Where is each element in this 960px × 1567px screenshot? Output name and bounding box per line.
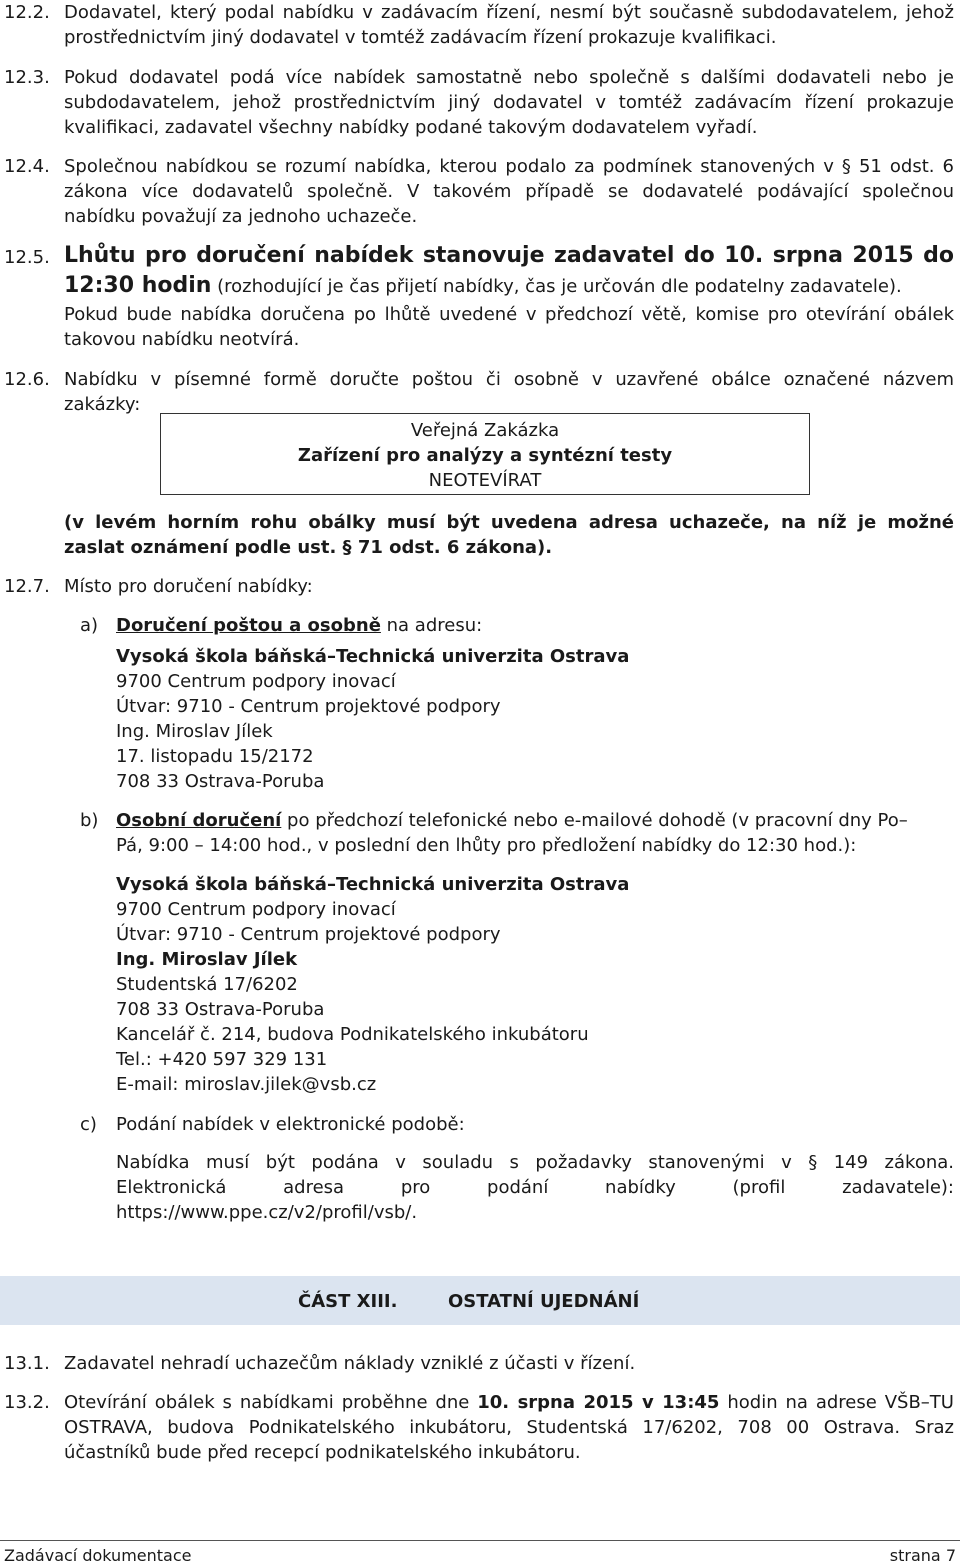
address-line: E-mail: miroslav.jilek@vsb.cz: [116, 1074, 377, 1095]
address-line: 9700 Centrum podpory inovací: [116, 899, 396, 920]
paragraph-line: [64, 1390, 954, 1415]
paragraph-line: OSTRAVA, budova Podnikatelského inkubátoru, Studentská 17/6202, 708 00 Ostrava. Sraz: [64, 1417, 954, 1438]
envelope-title: Zařízení pro analýzy a syntézní testy: [297, 445, 673, 466]
section-number: 12.2.: [4, 2, 50, 23]
delivery-option-rest: po předchozí telefonické nebo e-mailové dohodě (v pracovní dny Po–: [281, 810, 908, 831]
opening-date: 10. srpna 2015 v 13:45: [477, 1392, 720, 1413]
delivery-option-heading: [116, 808, 954, 833]
address-line: Tel.: +420 597 329 131: [116, 1049, 328, 1070]
section-number: 13.1.: [4, 1353, 50, 1374]
paragraph-line: prostřednictvím jiný dodavatel v tomtéž zadávacím řízení prokazuje kvalifikaci.: [64, 27, 777, 48]
section-number: 12.5.: [4, 247, 50, 268]
page-number: strana 7: [889, 1546, 956, 1565]
footer-left: Zadávací dokumentace: [4, 1546, 192, 1565]
section-number: 12.4.: [4, 156, 50, 177]
delivery-option-rest: na adresu:: [380, 615, 483, 636]
footer-divider: [0, 1540, 960, 1541]
envelope-line: NEOTEVÍRAT: [428, 470, 542, 491]
paragraph-line: Nabídku v písemné formě doručte poštou či osobně v uzavřené obálce označené názvem: [64, 369, 954, 390]
paragraph-line: zákona více dodavatelů společně. V takovém případě se dodavatelé podávající společnou: [64, 181, 954, 202]
paragraph-line: Dodavatel, který podal nabídku v zadávacím řízení, nesmí být současně subdodavatelem, jehož: [64, 2, 954, 23]
list-marker: c): [80, 1114, 97, 1135]
paragraph-line: Pokud dodavatel podá více nabídek samostatně nebo společně s dalšími dodavateli nebo je: [64, 67, 954, 88]
section-number: 12.3.: [4, 67, 50, 88]
section-number: 12.6.: [4, 369, 50, 390]
address-line: 708 33 Ostrava-Poruba: [116, 999, 325, 1020]
profile-url: https://www.ppe.cz/v2/profil/vsb/.: [116, 1202, 418, 1223]
part-label: ČÁST XIII.: [298, 1291, 398, 1312]
paragraph-line: subdodavatelem, jehož prostřednictvím jiný dodavatel v tomtéž zadávacím řízení prokazuje: [64, 92, 954, 113]
address-line: Útvar: 9710 - Centrum projektové podpory: [116, 696, 501, 717]
envelope-note: (v levém horním rohu obálky musí být uvedena adresa uchazeče, na níž je možné: [64, 512, 954, 533]
paragraph-line: účastníků bude před recepcí podnikatelského inkubátoru.: [64, 1442, 581, 1463]
address-line: 17. listopadu 15/2172: [116, 746, 314, 767]
section-number: 12.7.: [4, 576, 50, 597]
paragraph-line: Elektronická adresa pro podání nabídky (profil zadavatele):: [116, 1177, 954, 1198]
address-line: Útvar: 9710 - Centrum projektové podpory: [116, 924, 501, 945]
envelope-note: zaslat oznámení podle ust. § 71 odst. 6 zákona).: [64, 537, 553, 558]
delivery-option-title: Doručení poštou a osobně: [116, 615, 381, 636]
delivery-option-title: Osobní doručení: [116, 810, 282, 831]
deadline-line: Lhůtu pro doručení nabídek stanovuje zadavatel do 10. srpna 2015 do: [64, 243, 954, 268]
paragraph-line: Společnou nabídkou se rozumí nabídka, kterou podalo za podmínek stanovených v § 51 odst. 6: [64, 156, 954, 177]
delivery-option-heading: [116, 613, 482, 638]
deadline-time: 12:30 hodin: [64, 273, 212, 298]
paragraph-line: Místo pro doručení nabídky:: [64, 576, 313, 597]
address-line: Studentská 17/6202: [116, 974, 298, 995]
paragraph-line: Pá, 9:00 – 14:00 hod., v poslední den lhůty pro předložení nabídky do 12:30 hod.):: [116, 835, 857, 856]
envelope-label-box: [160, 413, 810, 495]
address-line: Ing. Miroslav Jílek: [116, 949, 298, 970]
section-number: 13.2.: [4, 1392, 50, 1413]
part-title: OSTATNÍ UJEDNÁNÍ: [448, 1291, 640, 1312]
text-run: hodin na adrese VŠB–TU: [719, 1392, 954, 1413]
paragraph-line: zakázky:: [64, 394, 141, 415]
delivery-option-heading: Podání nabídek v elektronické podobě:: [116, 1114, 465, 1135]
address-line: Vysoká škola báňská–Technická univerzita Ostrava: [116, 874, 630, 895]
paragraph-line: nabídku považují za jednoho uchazeče.: [64, 206, 418, 227]
paragraph-line: Nabídka musí být podána v souladu s požadavky stanovenými v § 149 zákona.: [116, 1152, 954, 1173]
address-line: 9700 Centrum podpory inovací: [116, 671, 396, 692]
text-run: Otevírání obálek s nabídkami proběhne dne: [64, 1392, 478, 1413]
paragraph-line: Zadavatel nehradí uchazečům náklady vzniklé z účasti v řízení.: [64, 1353, 636, 1374]
address-line: Vysoká škola báňská–Technická univerzita Ostrava: [116, 646, 630, 667]
deadline-time-line: [64, 273, 902, 299]
paragraph-line: kvalifikaci, zadavatel všechny nabídky podané takovým dodavatelem vyřadí.: [64, 117, 758, 138]
list-marker: b): [80, 810, 99, 831]
address-line: Ing. Miroslav Jílek: [116, 721, 273, 742]
list-marker: a): [80, 615, 99, 636]
address-line: Kancelář č. 214, budova Podnikatelského inkubátoru: [116, 1024, 589, 1045]
paragraph-line: Pokud bude nabídka doručena po lhůtě uvedené v předchozí větě, komise pro otevírání obálek: [64, 304, 954, 325]
paragraph-line: takovou nabídku neotvírá.: [64, 329, 300, 350]
deadline-note: (rozhodující je čas přijetí nabídky, čas je určován dle podatelny zadavatele).: [211, 276, 902, 297]
envelope-line: Veřejná Zakázka: [410, 420, 560, 441]
address-line: 708 33 Ostrava-Poruba: [116, 771, 325, 792]
